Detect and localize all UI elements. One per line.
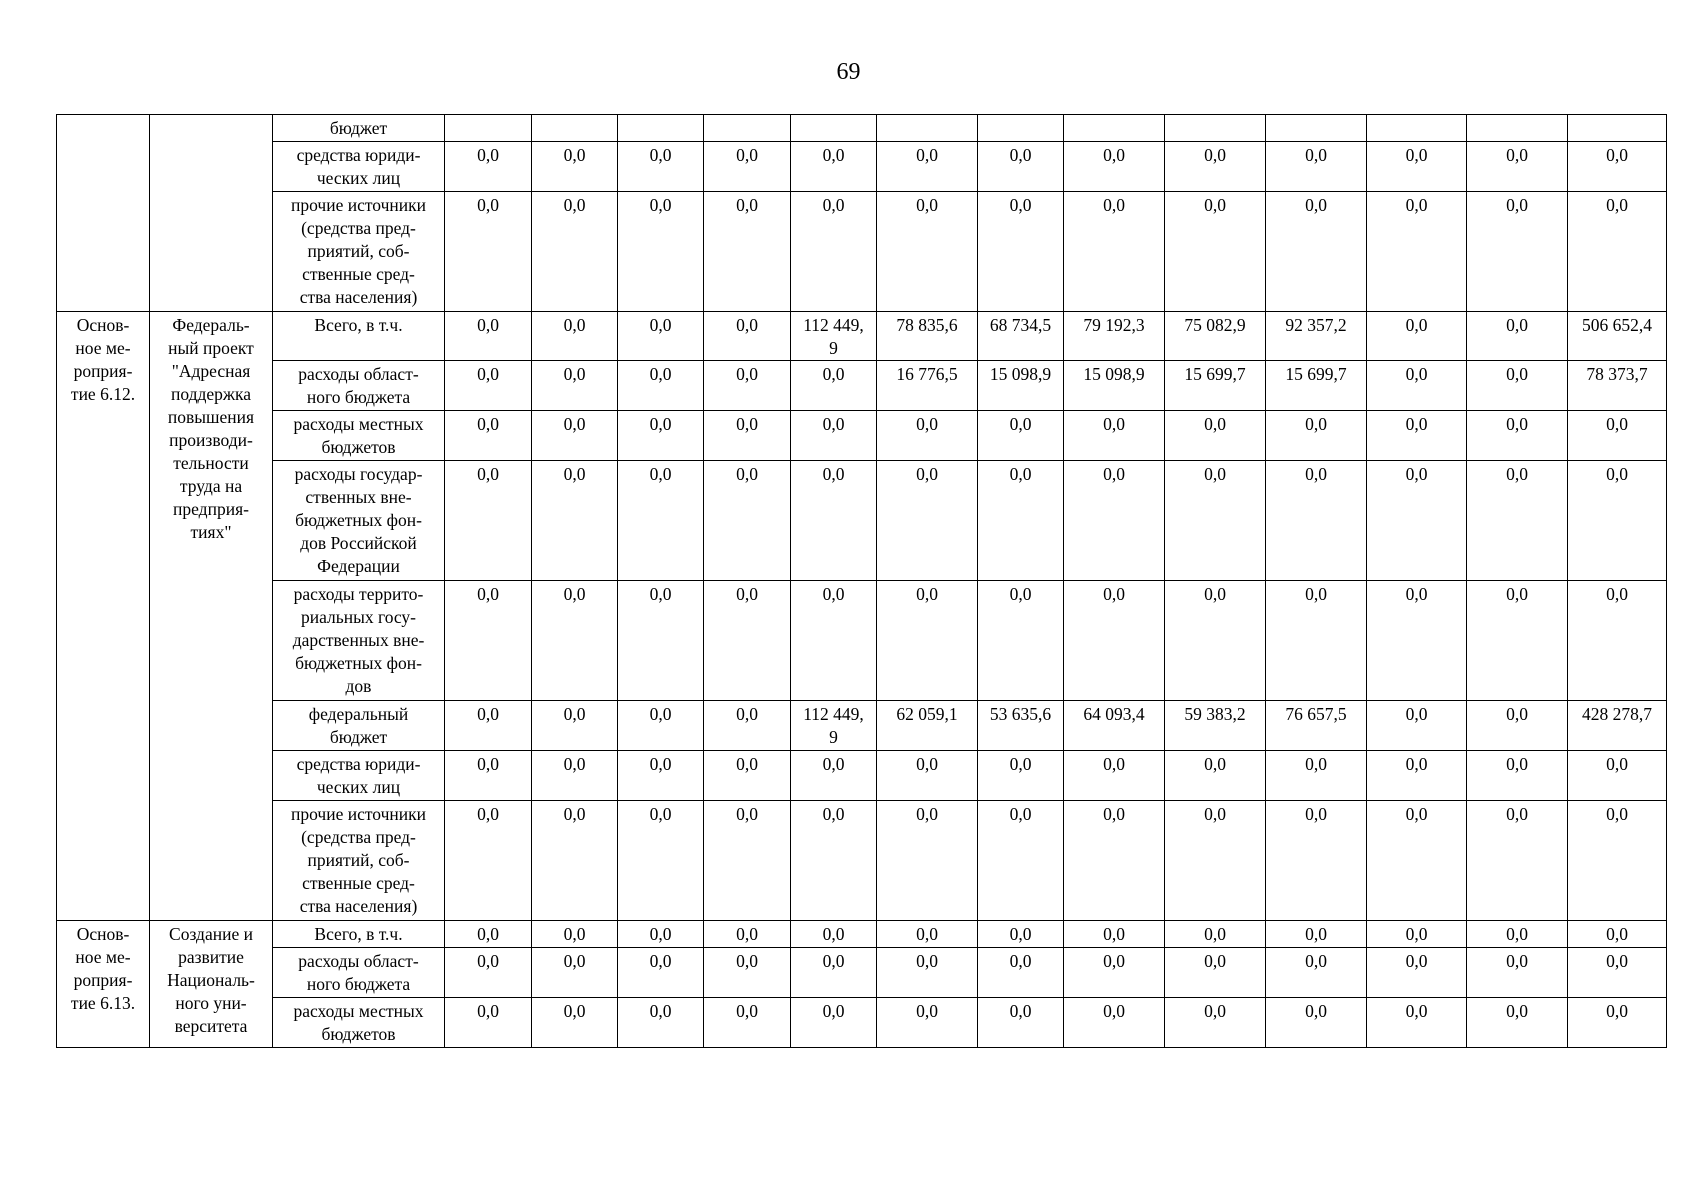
value-cell: 0,0 xyxy=(445,948,532,998)
value-cell: 0,0 xyxy=(1165,921,1266,948)
value-cell: 0,0 xyxy=(1568,411,1667,461)
value-cell: 0,0 xyxy=(978,411,1064,461)
value-cell: 0,0 xyxy=(1467,411,1568,461)
value-cell: 0,0 xyxy=(532,801,618,921)
value-cell: 0,0 xyxy=(1367,948,1467,998)
value-cell: 0,0 xyxy=(978,192,1064,312)
value-cell: 0,0 xyxy=(532,701,618,751)
value-cell: 0,0 xyxy=(532,921,618,948)
value-cell: 0,0 xyxy=(877,411,978,461)
value-cell: 0,0 xyxy=(1467,461,1568,581)
value-cell: 0,0 xyxy=(618,192,704,312)
value-cell: 0,0 xyxy=(791,581,877,701)
value-cell xyxy=(618,115,704,142)
value-cell: 16 776,5 xyxy=(877,361,978,411)
value-cell: 75 082,9 xyxy=(1165,312,1266,361)
value-cell: 0,0 xyxy=(978,801,1064,921)
value-cell xyxy=(1367,115,1467,142)
value-cell: 0,0 xyxy=(1568,461,1667,581)
value-cell: 0,0 xyxy=(1367,461,1467,581)
value-cell: 0,0 xyxy=(1266,411,1367,461)
source-label-cell: федеральный бюджет xyxy=(273,701,445,751)
value-cell: 0,0 xyxy=(1165,948,1266,998)
value-cell: 0,0 xyxy=(618,142,704,192)
value-cell: 0,0 xyxy=(704,998,791,1048)
value-cell xyxy=(445,115,532,142)
source-label-cell: расходы област- ного бюджета xyxy=(273,948,445,998)
value-cell: 0,0 xyxy=(1064,461,1165,581)
value-cell: 0,0 xyxy=(1064,581,1165,701)
value-cell: 68 734,5 xyxy=(978,312,1064,361)
value-cell: 0,0 xyxy=(704,361,791,411)
value-cell: 0,0 xyxy=(532,751,618,801)
source-label-cell: Всего, в т.ч. xyxy=(273,312,445,361)
source-label-cell: средства юриди- ческих лиц xyxy=(273,751,445,801)
value-cell: 0,0 xyxy=(1467,581,1568,701)
value-cell: 0,0 xyxy=(791,751,877,801)
table-row xyxy=(57,581,1667,701)
value-cell: 0,0 xyxy=(1467,142,1568,192)
value-cell: 0,0 xyxy=(877,581,978,701)
value-cell: 0,0 xyxy=(1064,801,1165,921)
value-cell xyxy=(978,115,1064,142)
table-row xyxy=(57,801,1667,921)
value-cell: 0,0 xyxy=(1064,192,1165,312)
value-cell: 0,0 xyxy=(1165,192,1266,312)
value-cell: 0,0 xyxy=(791,801,877,921)
value-cell: 79 192,3 xyxy=(1064,312,1165,361)
value-cell xyxy=(1467,115,1568,142)
value-cell: 0,0 xyxy=(704,411,791,461)
value-cell: 0,0 xyxy=(1064,751,1165,801)
value-cell: 0,0 xyxy=(532,998,618,1048)
value-cell: 0,0 xyxy=(704,192,791,312)
value-cell: 0,0 xyxy=(445,461,532,581)
source-label-cell: прочие источники (средства пред- приятий, соб- ственные сред- ства населения) xyxy=(273,192,445,312)
value-cell: 0,0 xyxy=(791,361,877,411)
value-cell: 0,0 xyxy=(877,461,978,581)
value-cell: 59 383,2 xyxy=(1165,701,1266,751)
value-cell: 0,0 xyxy=(532,142,618,192)
value-cell: 0,0 xyxy=(877,192,978,312)
value-cell: 0,0 xyxy=(618,921,704,948)
table-row xyxy=(57,361,1667,411)
value-cell: 0,0 xyxy=(445,701,532,751)
value-cell: 0,0 xyxy=(618,701,704,751)
value-cell: 0,0 xyxy=(1367,192,1467,312)
value-cell: 0,0 xyxy=(445,801,532,921)
value-cell: 428 278,7 xyxy=(1568,701,1667,751)
table-row xyxy=(57,115,1667,142)
value-cell: 0,0 xyxy=(445,751,532,801)
value-cell: 15 699,7 xyxy=(1165,361,1266,411)
table-row xyxy=(57,948,1667,998)
value-cell: 0,0 xyxy=(877,998,978,1048)
value-cell: 0,0 xyxy=(791,461,877,581)
table-row xyxy=(57,411,1667,461)
table-row xyxy=(57,142,1667,192)
value-cell: 0,0 xyxy=(978,581,1064,701)
source-label-cell: расходы террито- риальных госу- дарственных вне- бюджетных фон- дов xyxy=(273,581,445,701)
value-cell: 506 652,4 xyxy=(1568,312,1667,361)
value-cell: 0,0 xyxy=(1568,142,1667,192)
value-cell: 0,0 xyxy=(532,192,618,312)
value-cell: 0,0 xyxy=(1367,921,1467,948)
value-cell: 0,0 xyxy=(1467,361,1568,411)
value-cell: 0,0 xyxy=(618,361,704,411)
value-cell: 0,0 xyxy=(1266,192,1367,312)
value-cell: 0,0 xyxy=(532,312,618,361)
measure-cell: Основ- ное ме- роприя- тие 6.12. xyxy=(57,312,150,921)
value-cell: 64 093,4 xyxy=(1064,701,1165,751)
value-cell: 0,0 xyxy=(1266,581,1367,701)
source-label-cell: расходы местных бюджетов xyxy=(273,998,445,1048)
value-cell: 0,0 xyxy=(1367,998,1467,1048)
value-cell: 0,0 xyxy=(618,411,704,461)
value-cell: 0,0 xyxy=(704,948,791,998)
table-row xyxy=(57,921,1667,948)
table-row xyxy=(57,998,1667,1048)
value-cell: 0,0 xyxy=(1064,921,1165,948)
value-cell: 15 098,9 xyxy=(978,361,1064,411)
value-cell: 0,0 xyxy=(1165,581,1266,701)
value-cell: 0,0 xyxy=(978,998,1064,1048)
value-cell: 0,0 xyxy=(1266,142,1367,192)
table-row xyxy=(57,312,1667,361)
value-cell: 0,0 xyxy=(704,581,791,701)
value-cell: 0,0 xyxy=(1467,948,1568,998)
value-cell: 0,0 xyxy=(1367,361,1467,411)
value-cell: 0,0 xyxy=(1568,581,1667,701)
source-label-cell: средства юриди- ческих лиц xyxy=(273,142,445,192)
value-cell: 15 699,7 xyxy=(1266,361,1367,411)
source-label-cell: Всего, в т.ч. xyxy=(273,921,445,948)
value-cell: 0,0 xyxy=(618,751,704,801)
value-cell: 0,0 xyxy=(618,312,704,361)
value-cell: 0,0 xyxy=(1165,142,1266,192)
source-label-cell: расходы местных бюджетов xyxy=(273,411,445,461)
measure-cell xyxy=(57,115,150,312)
value-cell: 0,0 xyxy=(1467,751,1568,801)
value-cell: 0,0 xyxy=(978,751,1064,801)
value-cell: 0,0 xyxy=(1367,142,1467,192)
value-cell xyxy=(532,115,618,142)
value-cell: 0,0 xyxy=(1165,801,1266,921)
measure-cell: Основ- ное ме- роприя- тие 6.13. xyxy=(57,921,150,1048)
value-cell: 0,0 xyxy=(1064,411,1165,461)
value-cell: 112 449, 9 xyxy=(791,312,877,361)
value-cell: 0,0 xyxy=(1266,948,1367,998)
table-row xyxy=(57,461,1667,581)
value-cell: 0,0 xyxy=(445,998,532,1048)
value-cell: 0,0 xyxy=(445,411,532,461)
value-cell: 0,0 xyxy=(704,142,791,192)
value-cell: 0,0 xyxy=(1367,581,1467,701)
value-cell: 0,0 xyxy=(1467,312,1568,361)
value-cell: 76 657,5 xyxy=(1266,701,1367,751)
value-cell: 0,0 xyxy=(1064,998,1165,1048)
value-cell xyxy=(1266,115,1367,142)
value-cell: 0,0 xyxy=(791,921,877,948)
value-cell: 0,0 xyxy=(791,948,877,998)
source-label-cell: расходы государ- ственных вне- бюджетных фон- дов Российской Федерации xyxy=(273,461,445,581)
value-cell: 0,0 xyxy=(532,581,618,701)
value-cell: 0,0 xyxy=(618,581,704,701)
value-cell: 0,0 xyxy=(1467,701,1568,751)
value-cell: 0,0 xyxy=(1266,801,1367,921)
table-row xyxy=(57,701,1667,751)
value-cell: 0,0 xyxy=(978,142,1064,192)
value-cell: 0,0 xyxy=(791,998,877,1048)
value-cell: 0,0 xyxy=(791,142,877,192)
value-cell: 0,0 xyxy=(704,312,791,361)
value-cell: 0,0 xyxy=(1367,312,1467,361)
project-cell xyxy=(150,115,273,312)
value-cell: 0,0 xyxy=(704,801,791,921)
value-cell: 92 357,2 xyxy=(1266,312,1367,361)
value-cell: 0,0 xyxy=(1367,801,1467,921)
value-cell: 15 098,9 xyxy=(1064,361,1165,411)
value-cell: 53 635,6 xyxy=(978,701,1064,751)
value-cell: 0,0 xyxy=(978,948,1064,998)
value-cell xyxy=(1568,115,1667,142)
value-cell: 0,0 xyxy=(445,361,532,411)
value-cell: 0,0 xyxy=(1266,921,1367,948)
value-cell: 112 449, 9 xyxy=(791,701,877,751)
value-cell: 62 059,1 xyxy=(877,701,978,751)
value-cell: 78 373,7 xyxy=(1568,361,1667,411)
value-cell: 0,0 xyxy=(618,461,704,581)
value-cell: 78 835,6 xyxy=(877,312,978,361)
value-cell: 0,0 xyxy=(1568,921,1667,948)
value-cell xyxy=(877,115,978,142)
value-cell: 0,0 xyxy=(1568,192,1667,312)
value-cell: 0,0 xyxy=(1165,998,1266,1048)
value-cell: 0,0 xyxy=(1367,411,1467,461)
value-cell: 0,0 xyxy=(1165,461,1266,581)
value-cell: 0,0 xyxy=(791,192,877,312)
value-cell: 0,0 xyxy=(1064,948,1165,998)
value-cell: 0,0 xyxy=(704,701,791,751)
value-cell: 0,0 xyxy=(618,948,704,998)
value-cell: 0,0 xyxy=(1467,998,1568,1048)
value-cell: 0,0 xyxy=(445,312,532,361)
value-cell xyxy=(791,115,877,142)
source-label-cell: бюджет xyxy=(273,115,445,142)
project-cell: Федераль- ный проект "Адресная поддержка повышения производи- тельности труда на предприя- тиях" xyxy=(150,312,273,921)
value-cell: 0,0 xyxy=(1467,801,1568,921)
value-cell: 0,0 xyxy=(877,751,978,801)
value-cell: 0,0 xyxy=(532,948,618,998)
project-cell: Создание и развитие Националь- ного уни- верситета xyxy=(150,921,273,1048)
value-cell: 0,0 xyxy=(1064,142,1165,192)
value-cell xyxy=(1064,115,1165,142)
value-cell: 0,0 xyxy=(1568,801,1667,921)
value-cell: 0,0 xyxy=(704,461,791,581)
value-cell: 0,0 xyxy=(1568,751,1667,801)
value-cell: 0,0 xyxy=(877,801,978,921)
budget-table-body xyxy=(57,115,1667,1048)
source-label-cell: прочие источники (средства пред- приятий, соб- ственные сред- ства населения) xyxy=(273,801,445,921)
value-cell xyxy=(1165,115,1266,142)
value-cell xyxy=(704,115,791,142)
value-cell: 0,0 xyxy=(1467,921,1568,948)
value-cell: 0,0 xyxy=(877,142,978,192)
value-cell: 0,0 xyxy=(1367,701,1467,751)
value-cell: 0,0 xyxy=(791,411,877,461)
page-number: 69 xyxy=(836,59,861,85)
value-cell: 0,0 xyxy=(445,142,532,192)
value-cell: 0,0 xyxy=(877,948,978,998)
table-row xyxy=(57,192,1667,312)
value-cell: 0,0 xyxy=(1266,751,1367,801)
source-label-cell: расходы област- ного бюджета xyxy=(273,361,445,411)
value-cell: 0,0 xyxy=(1367,751,1467,801)
value-cell: 0,0 xyxy=(877,921,978,948)
value-cell: 0,0 xyxy=(1467,192,1568,312)
value-cell: 0,0 xyxy=(1165,751,1266,801)
value-cell: 0,0 xyxy=(618,998,704,1048)
value-cell: 0,0 xyxy=(445,192,532,312)
value-cell: 0,0 xyxy=(1266,998,1367,1048)
value-cell: 0,0 xyxy=(532,461,618,581)
value-cell: 0,0 xyxy=(618,801,704,921)
value-cell: 0,0 xyxy=(445,921,532,948)
value-cell: 0,0 xyxy=(1266,461,1367,581)
value-cell: 0,0 xyxy=(1165,411,1266,461)
value-cell: 0,0 xyxy=(1568,948,1667,998)
value-cell: 0,0 xyxy=(704,921,791,948)
value-cell: 0,0 xyxy=(532,361,618,411)
value-cell: 0,0 xyxy=(445,581,532,701)
value-cell: 0,0 xyxy=(978,921,1064,948)
value-cell: 0,0 xyxy=(532,411,618,461)
value-cell: 0,0 xyxy=(1568,998,1667,1048)
value-cell: 0,0 xyxy=(978,461,1064,581)
value-cell: 0,0 xyxy=(704,751,791,801)
table-row xyxy=(57,751,1667,801)
budget-table xyxy=(56,114,1667,1048)
